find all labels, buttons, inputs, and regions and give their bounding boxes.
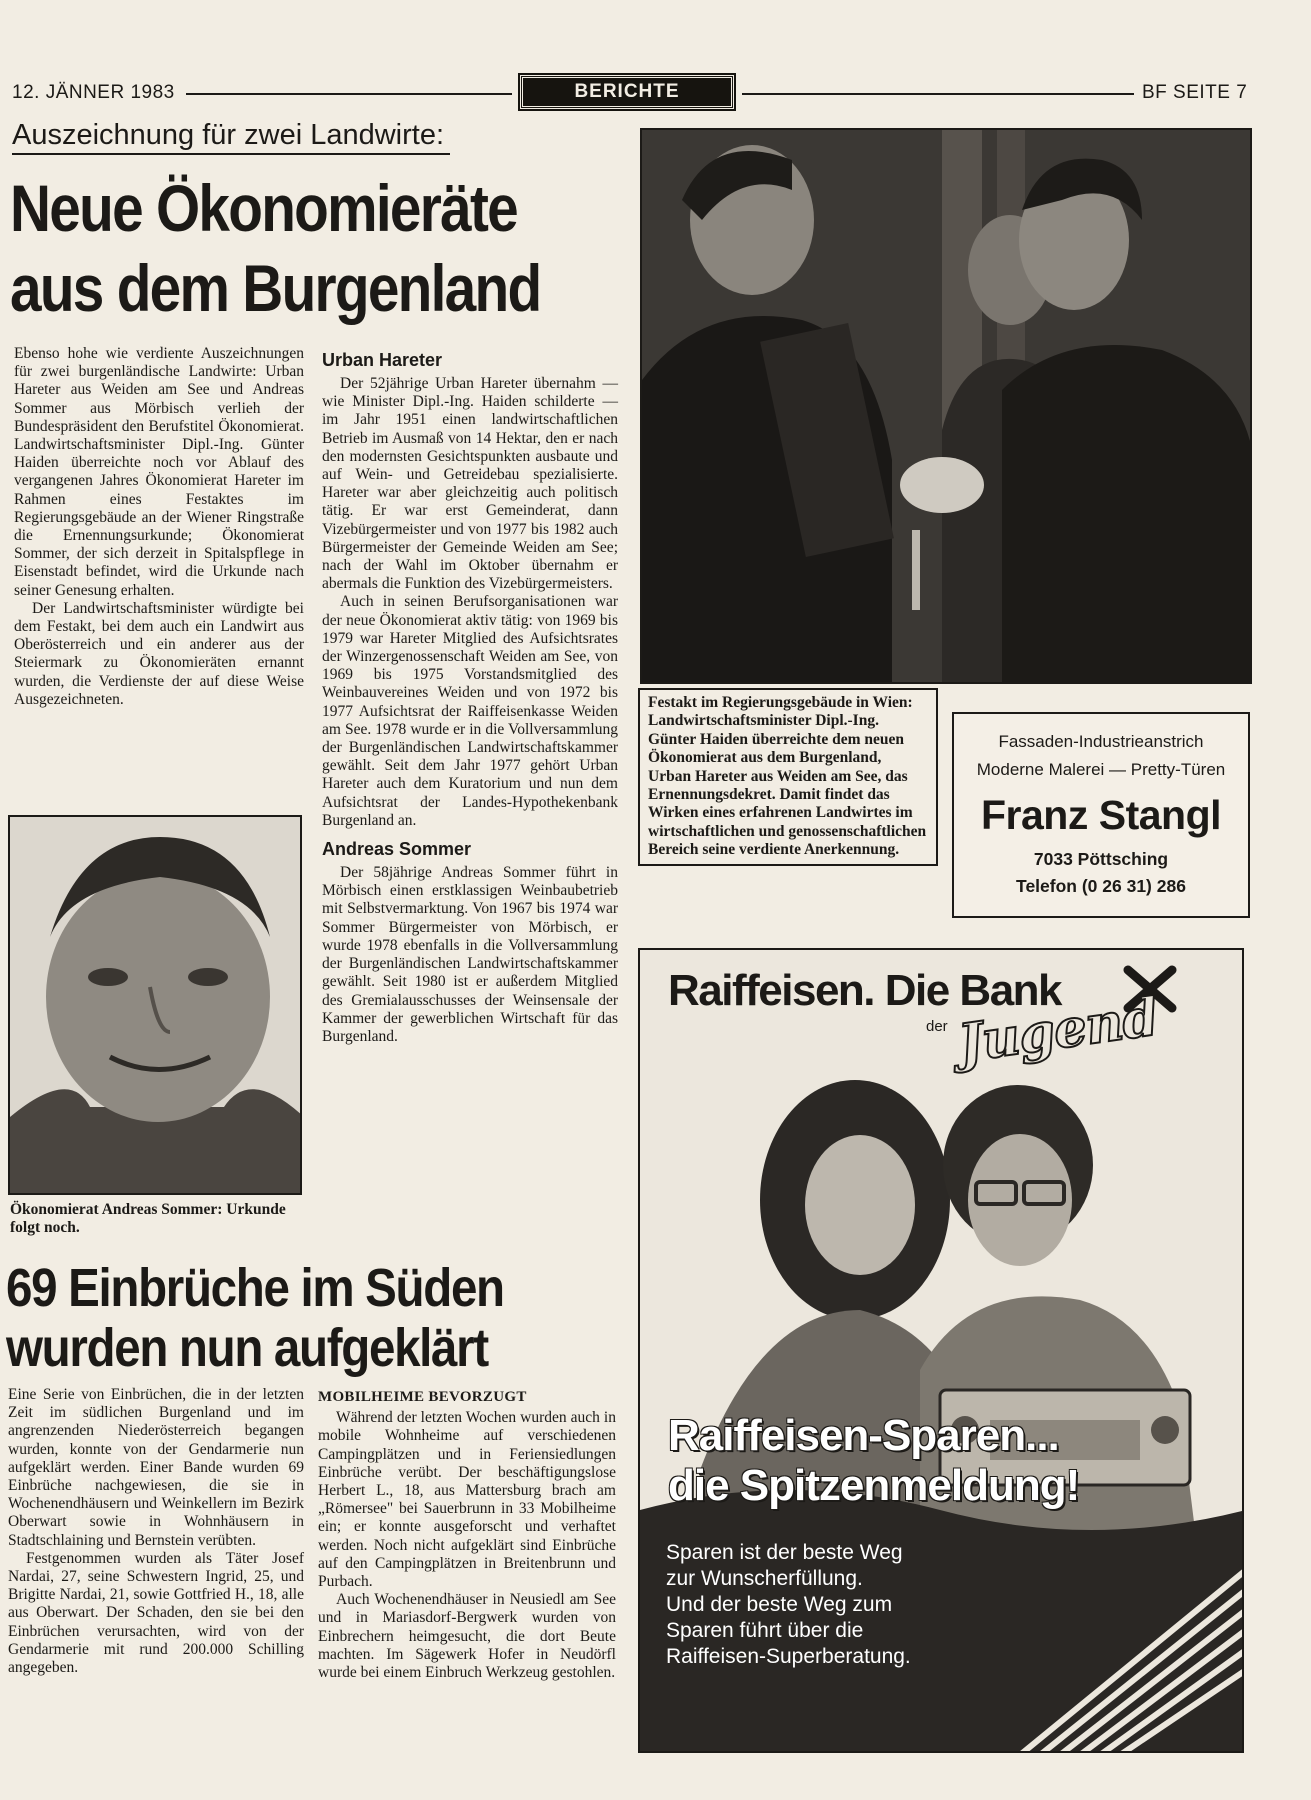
article2-paragraph2: Festgenommen wurden als Täter Josef Nardai, 27, seine Schwestern Ingrid, 25, und Brigitte Nardai, 21, sowie Gottfried H., 18, alle aus Oberwart. Der Schaden, den sie bei den Einbrüchen verursachten, wird von der Gendarmerie mit rund 200.000 Schilling angegeben. bbox=[8, 1549, 304, 1677]
article1-headline-line1: Neue Ökonomieräte bbox=[10, 171, 517, 245]
article2-column2 bbox=[318, 1388, 616, 1682]
raiffeisen-body-line1: Sparen ist der beste Weg bbox=[666, 1541, 903, 1564]
raiffeisen-slogan-line1: Raiffeisen-Sparen... bbox=[668, 1411, 1059, 1460]
article1-column2 bbox=[322, 347, 618, 1046]
portrait-andreas-sommer-image bbox=[10, 817, 302, 1195]
hareter-paragraph1: Der 52jährige Urban Hareter übernahm — wie Minister Dipl.-Ing. Haiden schilderte — im Jahr 1951 einen landwirtschaftlichen Betrieb im Ausmaß von 14 Hektar, den er nach den modernsten Gesichtspunkten ausbaute und auf Wein- und Getreidebau spezialisierte. Hareter war aber gleichzeitig auch politisch tätig. Er war erst Gemeinderat, dann Vizebürgermeister und von 1977 bis 1982 auch Bürgermeister der Gemeinde Weiden am See; nach der Wahl im Oktober übernahm er abermals die Funktion des Vizebürgermeisters. bbox=[322, 375, 618, 593]
header-rule-right bbox=[742, 93, 1134, 95]
article1-paragraph2: Der Landwirtschaftsminister würdigte bei dem Festakt, bei dem auch ein Landwirt aus Oberösterreich und ein anderer aus der Steiermark zu Ökonomieräten ernannt wurden, die Verdienste der auf diese Weise Ausgezeichneten. bbox=[14, 599, 304, 708]
article2-headline-line2: wurden nun aufgeklärt bbox=[6, 1318, 488, 1378]
stangl-address: 7033 Pöttsching bbox=[1033, 849, 1169, 869]
subhead-urban-hareter: Urban Hareter bbox=[322, 350, 443, 370]
subhead-mobilheime: MOBILHEIME BEVORZUGT bbox=[318, 1389, 527, 1405]
ceremony-handshake-image bbox=[642, 130, 1252, 684]
raiffeisen-body-line3: Und der beste Weg zum bbox=[666, 1593, 893, 1616]
hareter-paragraph2: Auch in seinen Berufsorganisationen war der neue Ökonomierat aktiv tätig: von 1969 bis 1979 war Hareter Mitglied des Aufsichtsrates der Winzergenossenschaft Weiden am See, von 1969 bis 1975 Vorstandsmitglied des Weinbauvereines Weiden und von 1972 bis 1977 Aufsichtsrat der Raiffeisenkasse Weiden am See. 1978 wurde er in die Vollversammlung der Burgenländischen Landwirtschaftskammer gewählt. Seit dem Jahr 1977 gehört Urban Hareter auch dem Kuratorium und nun dem Aufsichtsrat der Landes-Hypothekenbank Burgenland an. bbox=[322, 593, 618, 829]
portrait-photo bbox=[8, 815, 302, 1195]
raiffeisen-body-line4: Sparen führt über die bbox=[666, 1619, 864, 1642]
article1-headline-line2: aus dem Burgenland bbox=[10, 251, 541, 325]
article2-headline-line1: 69 Einbrüche im Süden bbox=[6, 1258, 504, 1318]
raiffeisen-body bbox=[666, 1540, 911, 1670]
section-badge: BERICHTE bbox=[520, 75, 734, 109]
raiffeisen-jugend-script: Jugend bbox=[954, 986, 1162, 1075]
ad-franz-stangl bbox=[952, 712, 1250, 918]
ceremony-photo-caption: Festakt im Regierungsgebäude in Wien: Landwirtschaftsminister Dipl.-Ing. Günter Haiden überreichte dem neuen Ökonomierat aus dem Burgenland, Urban Hareter aus Weiden am See, das Ernennungsdekret. Damit findet das Wirken eines erfahrenen Landwirtes im wirtschaftlichen und genossenschaftlichen Bereich seine verdiente Anerkennung. bbox=[638, 688, 938, 866]
raiffeisen-logo-text: Raiffeisen. Die Bank bbox=[668, 966, 1062, 1015]
article2-paragraph3: Während der letzten Wochen wurden auch in mobile Wohnheime auf verschiedenen Campingplätzen und in Feriensiedlungen Einbrüche verübt. Der beschäftigungslose Herbert L., 18, aus Mattersburg brach am „Römersee" bei Sauerbrunn in 33 Mobilheime ein; er konnte ausgeforscht und verhaftet werden. Noch nicht aufgeklärt sind Einbrüche auf den Campingplätzen in Breitenbrunn und Purbach. bbox=[318, 1409, 616, 1591]
issue-date: 12. JÄNNER 1983 bbox=[12, 82, 175, 103]
raiffeisen-slogan-line2: die Spitzenmeldung! bbox=[668, 1461, 1080, 1510]
ad-raiffeisen bbox=[638, 948, 1244, 1753]
subhead-andreas-sommer: Andreas Sommer bbox=[322, 839, 472, 860]
ceremony-photo bbox=[640, 128, 1252, 684]
stangl-name: Franz Stangl bbox=[980, 792, 1222, 838]
article1-kicker: Auszeichnung für zwei Landwirte: bbox=[12, 117, 450, 155]
stangl-service1: Fassaden-Industrieanstrich bbox=[998, 732, 1204, 751]
article2-column1 bbox=[8, 1386, 304, 1677]
article1-lead: Ebenso hohe wie verdiente Auszeichnungen für zwei burgenländische Landwirte: Urban Hareter aus Weiden am See und Andreas Sommer aus Mörbisch verlieh der Bundespräsident den Berufstitel Ökonomierat. Landwirtschaftsminister Dipl.-Ing. Günter Haiden überreichte noch vor Ablauf des vergangenen Jahres Ökonomierat Hareter im Rahmen eines Festaktes im Regierungsgebäude an der Wiener Ringstraße die Ernennungsurkunde; Ökonomierat Sommer, der sich derzeit in Spitalspflege in Eisenstadt befindet, wird die Urkunde nach seiner Genesung erhalten. bbox=[14, 345, 304, 599]
raiffeisen-der: der bbox=[926, 1018, 948, 1035]
raiffeisen-body-line5: Raiffeisen-Superberatung. bbox=[666, 1645, 911, 1668]
portrait-caption: Ökonomierat Andreas Sommer: Urkunde folgt noch. bbox=[10, 1201, 286, 1237]
article2-paragraph4: Auch Wochenendhäuser in Neusiedl am See und in Mariasdorf-Bergwerk wurden von Einbrechern heimgesucht, die dort Beute machten. Im Sägewerk Hofer in Neudörfl wurde bei einem Einbruch Werkzeug gestohlen. bbox=[318, 1591, 616, 1682]
page-number: BF SEITE 7 bbox=[1142, 82, 1248, 103]
stangl-phone: Telefon (0 26 31) 286 bbox=[1016, 876, 1186, 896]
header-rule-left bbox=[186, 93, 512, 95]
article2-lead: Eine Serie von Einbrüchen, die in der letzten Zeit im südlichen Burgenland und im angrenzenden Niederösterreich begangen wurden, konnte von der Gendarmerie nun aufgeklärt werden. Einer Bande wurden 69 Einbrüche nachgewiesen, die sie in Wochenendhäusern und Weinkellern im Bezirk Oberwart sowie in Wohnhäusern in Stadtschlaining und Bernstein verübten. bbox=[8, 1386, 304, 1549]
article1-column1 bbox=[14, 345, 304, 709]
raiffeisen-body-line2: zur Wunscherfüllung. bbox=[666, 1567, 863, 1590]
stangl-service2: Moderne Malerei — Pretty-Türen bbox=[976, 760, 1226, 779]
sommer-paragraph1: Der 58jährige Andreas Sommer führt in Mörbisch einen erstklassigen Weinbaubetrieb mit Selbstvermarktung. Von 1967 bis 1974 war Sommer Bürgermeister von Mörbisch, er wurde 1978 ebenfalls in die Vollversammlung der Burgenländischen Landwirtschaftskammer gewählt. Seit 1980 ist er außerdem Mitglied des Gremialausschusses der Weinsensale der Kammer der gewerblichen Wirtschaft für das Burgenland. bbox=[322, 864, 618, 1045]
